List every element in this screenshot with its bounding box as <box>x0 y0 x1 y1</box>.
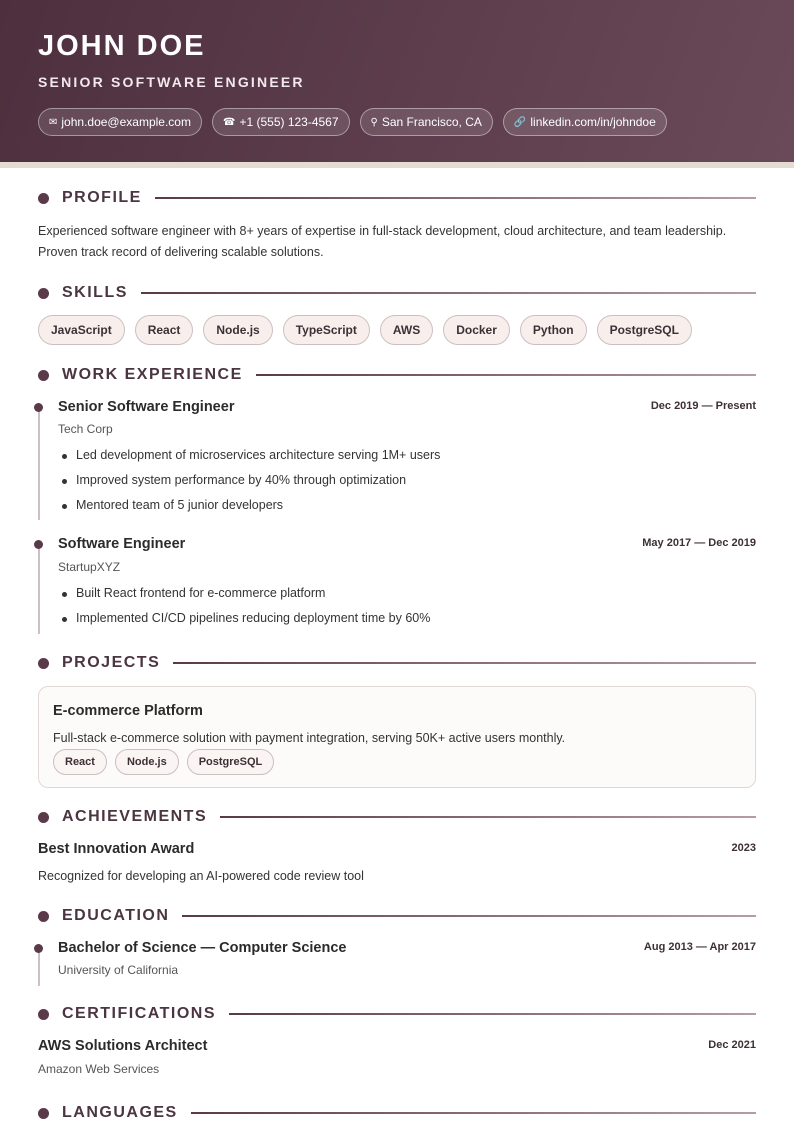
job-bullet: Implemented CI/CD pipelines reducing deployment time by 60% <box>76 611 431 625</box>
job-title: Senior Software Engineer <box>58 399 235 415</box>
section-bullet-icon <box>38 1009 49 1020</box>
skill-tag: Docker <box>443 315 510 345</box>
job-bullet: Led development of microservices architecture serving 1M+ users <box>76 448 441 462</box>
section-title: PROFILE <box>62 189 142 206</box>
section-rule <box>256 374 756 376</box>
certification-issuer: Amazon Web Services <box>38 1062 160 1076</box>
project-tag: PostgreSQL <box>187 749 275 775</box>
education-degree: Bachelor of Science — Computer Science <box>58 940 347 956</box>
profile-summary-line-2: Proven track record of delivering scalable solutions. <box>38 245 324 259</box>
section-education-heading <box>38 907 756 925</box>
section-bullet-icon <box>38 288 49 299</box>
job-bullet: Mentored team of 5 junior developers <box>76 498 284 512</box>
job-bullet: Improved system performance by 40% through optimization <box>76 473 407 487</box>
section-rule <box>220 816 756 818</box>
section-projects-heading <box>38 654 756 672</box>
project-tags <box>53 749 274 775</box>
section-bullet-icon <box>38 193 49 204</box>
skill-tag: AWS <box>380 315 433 345</box>
candidate-title: SENIOR SOFTWARE ENGINEER <box>38 74 305 90</box>
skill-tag: Node.js <box>203 315 272 345</box>
section-title: PROJECTS <box>62 654 161 671</box>
job-dates: May 2017 — Dec 2019 <box>642 537 756 549</box>
skill-tag: TypeScript <box>283 315 370 345</box>
section-languages-heading <box>38 1104 756 1122</box>
contact-email[interactable] <box>38 108 202 136</box>
project-card <box>38 686 756 788</box>
section-title: EDUCATION <box>62 907 170 924</box>
contact-email-text: john.doe@example.com <box>61 115 191 129</box>
section-title: SKILLS <box>62 284 128 301</box>
project-tag: Node.js <box>115 749 179 775</box>
section-title: LANGUAGES <box>62 1104 178 1121</box>
section-bullet-icon <box>38 911 49 922</box>
section-achievements-heading <box>38 808 756 826</box>
section-bullet-icon <box>38 370 49 381</box>
skill-tag: PostgreSQL <box>597 315 692 345</box>
section-rule <box>191 1112 756 1114</box>
section-bullet-icon <box>38 812 49 823</box>
job-dates: Dec 2019 — Present <box>650 400 756 412</box>
job-company: Tech Corp <box>58 422 113 436</box>
project-tag: React <box>53 749 107 775</box>
achievement-description: Recognized for developing an AI-powered code review tool <box>38 869 364 883</box>
section-experience-heading <box>38 366 756 384</box>
section-bullet-icon <box>38 658 49 669</box>
education-dates: Aug 2013 — Apr 2017 <box>643 941 756 953</box>
header-divider <box>0 162 794 168</box>
mail-icon: ✉ <box>49 116 58 128</box>
phone-icon: ☎ <box>222 116 236 128</box>
profile-summary-line-1: Experienced software engineer with 8+ years of expertise in full-stack development, cloud architecture, and team leadership. <box>38 224 727 238</box>
section-rule <box>141 292 756 294</box>
contact-linkedin-text: linkedin.com/in/johndoe <box>530 115 656 129</box>
timeline-dot-icon <box>34 403 43 412</box>
skill-tag: Python <box>520 315 587 345</box>
achievement-title: Best Innovation Award <box>38 841 195 857</box>
certification-name: AWS Solutions Architect <box>38 1038 208 1054</box>
contact-phone-text: +1 (555) 123-4567 <box>239 115 339 129</box>
section-skills-heading <box>38 284 756 302</box>
section-rule <box>155 197 756 199</box>
education-school: University of California <box>58 963 179 977</box>
skill-tag: JavaScript <box>38 315 125 345</box>
contact-list <box>38 108 667 136</box>
timeline-dot-icon <box>34 540 43 549</box>
candidate-name: JOHN DOE <box>38 30 206 62</box>
section-profile-heading <box>38 189 756 207</box>
section-bullet-icon <box>38 1108 49 1119</box>
section-rule <box>173 662 756 664</box>
timeline-line <box>38 403 40 520</box>
section-title: CERTIFICATIONS <box>62 1005 217 1022</box>
skill-tag: React <box>135 315 194 345</box>
section-rule <box>182 915 756 917</box>
timeline-line <box>38 540 40 634</box>
section-certifications-heading <box>38 1005 756 1023</box>
contact-location-text: San Francisco, CA <box>381 115 482 129</box>
contact-phone[interactable] <box>212 108 350 136</box>
location-pin-icon: ⚲ <box>370 116 378 128</box>
job-bullet: Built React frontend for e-commerce platform <box>76 586 326 600</box>
project-description: Full-stack e-commerce solution with payment integration, serving 50K+ active users monthly. <box>53 731 566 745</box>
section-rule <box>229 1013 756 1015</box>
certification-date: Dec 2021 <box>708 1039 756 1051</box>
skills-list <box>38 315 692 345</box>
project-title: E-commerce Platform <box>53 703 203 719</box>
contact-location[interactable] <box>360 108 493 136</box>
section-title: ACHIEVEMENTS <box>62 808 208 825</box>
resume-header <box>0 0 794 162</box>
job-title: Software Engineer <box>58 536 186 552</box>
contact-linkedin[interactable] <box>503 108 667 136</box>
achievement-year: 2023 <box>731 842 756 854</box>
section-title: WORK EXPERIENCE <box>62 366 243 383</box>
job-company: StartupXYZ <box>58 560 121 574</box>
link-icon: 🔗 <box>513 116 527 128</box>
timeline-dot-icon <box>34 944 43 953</box>
